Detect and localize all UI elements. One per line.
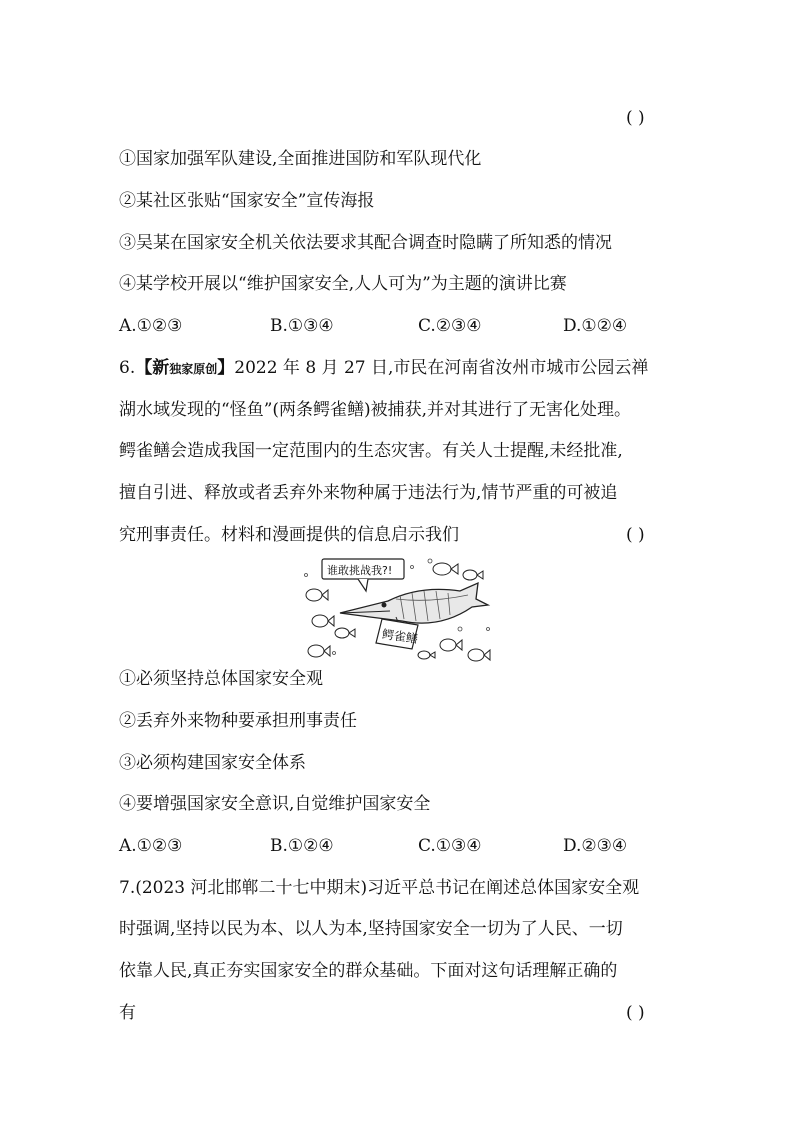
q6-item-3: ③必须构建国家安全体系 (119, 753, 306, 773)
q6-item-2: ②丢弃外来物种要承担刑事责任 (119, 711, 357, 731)
gar-fish-body (340, 583, 488, 623)
q7-stem-line-1: 7.(2023 河北邯郸二十七中期末)习近平总书记在阐述总体国家安全观 (119, 878, 640, 898)
q6-number: 6. (119, 358, 136, 378)
gar-fish-cartoon-svg (300, 555, 495, 665)
q6-option-b: B.①②④ (270, 836, 334, 856)
q6-tag-label: 独家原创 (169, 362, 218, 376)
q5-option-d: D.①②④ (563, 316, 628, 336)
gar-fish-eye (382, 603, 387, 608)
q6-option-c: C.①③④ (418, 836, 482, 856)
q5-item-3: ③吴某在国家安全机关依法要求其配合调查时隐瞒了所知悉的情况 (119, 233, 612, 253)
q6-cartoon (300, 555, 495, 665)
q5-item-1: ①国家加强军队建设,全面推进国防和军队现代化 (119, 149, 482, 169)
q7-answer-blank: ( ) (626, 1003, 645, 1023)
speech-text: 谁敢挑战我?! (327, 564, 393, 577)
q6-tag-close: 】 (217, 358, 235, 378)
q5-item-4: ④某学校开展以“维护国家安全,人人可为”为主题的演讲比赛 (119, 274, 567, 294)
q6-stem-line-4: 擅自引进、释放或者丢弃外来物种属于违法行为,情节严重的可被追 (119, 483, 618, 503)
q5-option-c: C.②③④ (418, 316, 482, 336)
q6-answer-blank: ( ) (626, 525, 645, 545)
q6-tag-open: 【新 (135, 358, 170, 378)
speech-bubble-tail (358, 579, 368, 591)
q7-stem-line-3: 依靠人民,真正夯实国家安全的群众基础。下面对这句话理解正确的 (119, 961, 618, 981)
q5-option-a: A.①②③ (119, 316, 183, 336)
q7-stem-line-4: 有 (119, 1003, 136, 1023)
q6-stem-line-5: 究刑事责任。材料和漫画提供的信息启示我们 (119, 525, 459, 545)
q6-option-a: A.①②③ (119, 836, 183, 856)
q5-option-b: B.①③④ (270, 316, 334, 336)
q6-stem-line-2: 湖水域发现的“怪鱼”(两条鳄雀鳝)被捕获,并对其进行了无害化处理。 (119, 400, 632, 420)
q5-item-2: ②某社区张贴“国家安全”宣传海报 (119, 191, 375, 211)
q6-stem-text-1: 2022 年 8 月 27 日,市民在河南省汝州市城市公园云禅 (234, 358, 649, 378)
q6-item-1: ①必须坚持总体国家安全观 (119, 669, 323, 689)
q5-answer-blank: ( ) (626, 108, 645, 128)
q6-stem-line-3: 鳄雀鳝会造成我国一定范围内的生态灾害。有关人士提醒,未经批准, (119, 441, 623, 461)
q6-option-d: D.②③④ (563, 836, 628, 856)
fish-tag-label: 鳄雀鳝 (381, 627, 419, 646)
q6-item-4: ④要增强国家安全意识,自觉维护国家安全 (119, 794, 431, 814)
q7-stem-line-2: 时强调,坚持以民为本、以人为本,坚持国家安全一切为了人民、一切 (119, 919, 623, 939)
q6-stem-line-1 (119, 357, 648, 380)
